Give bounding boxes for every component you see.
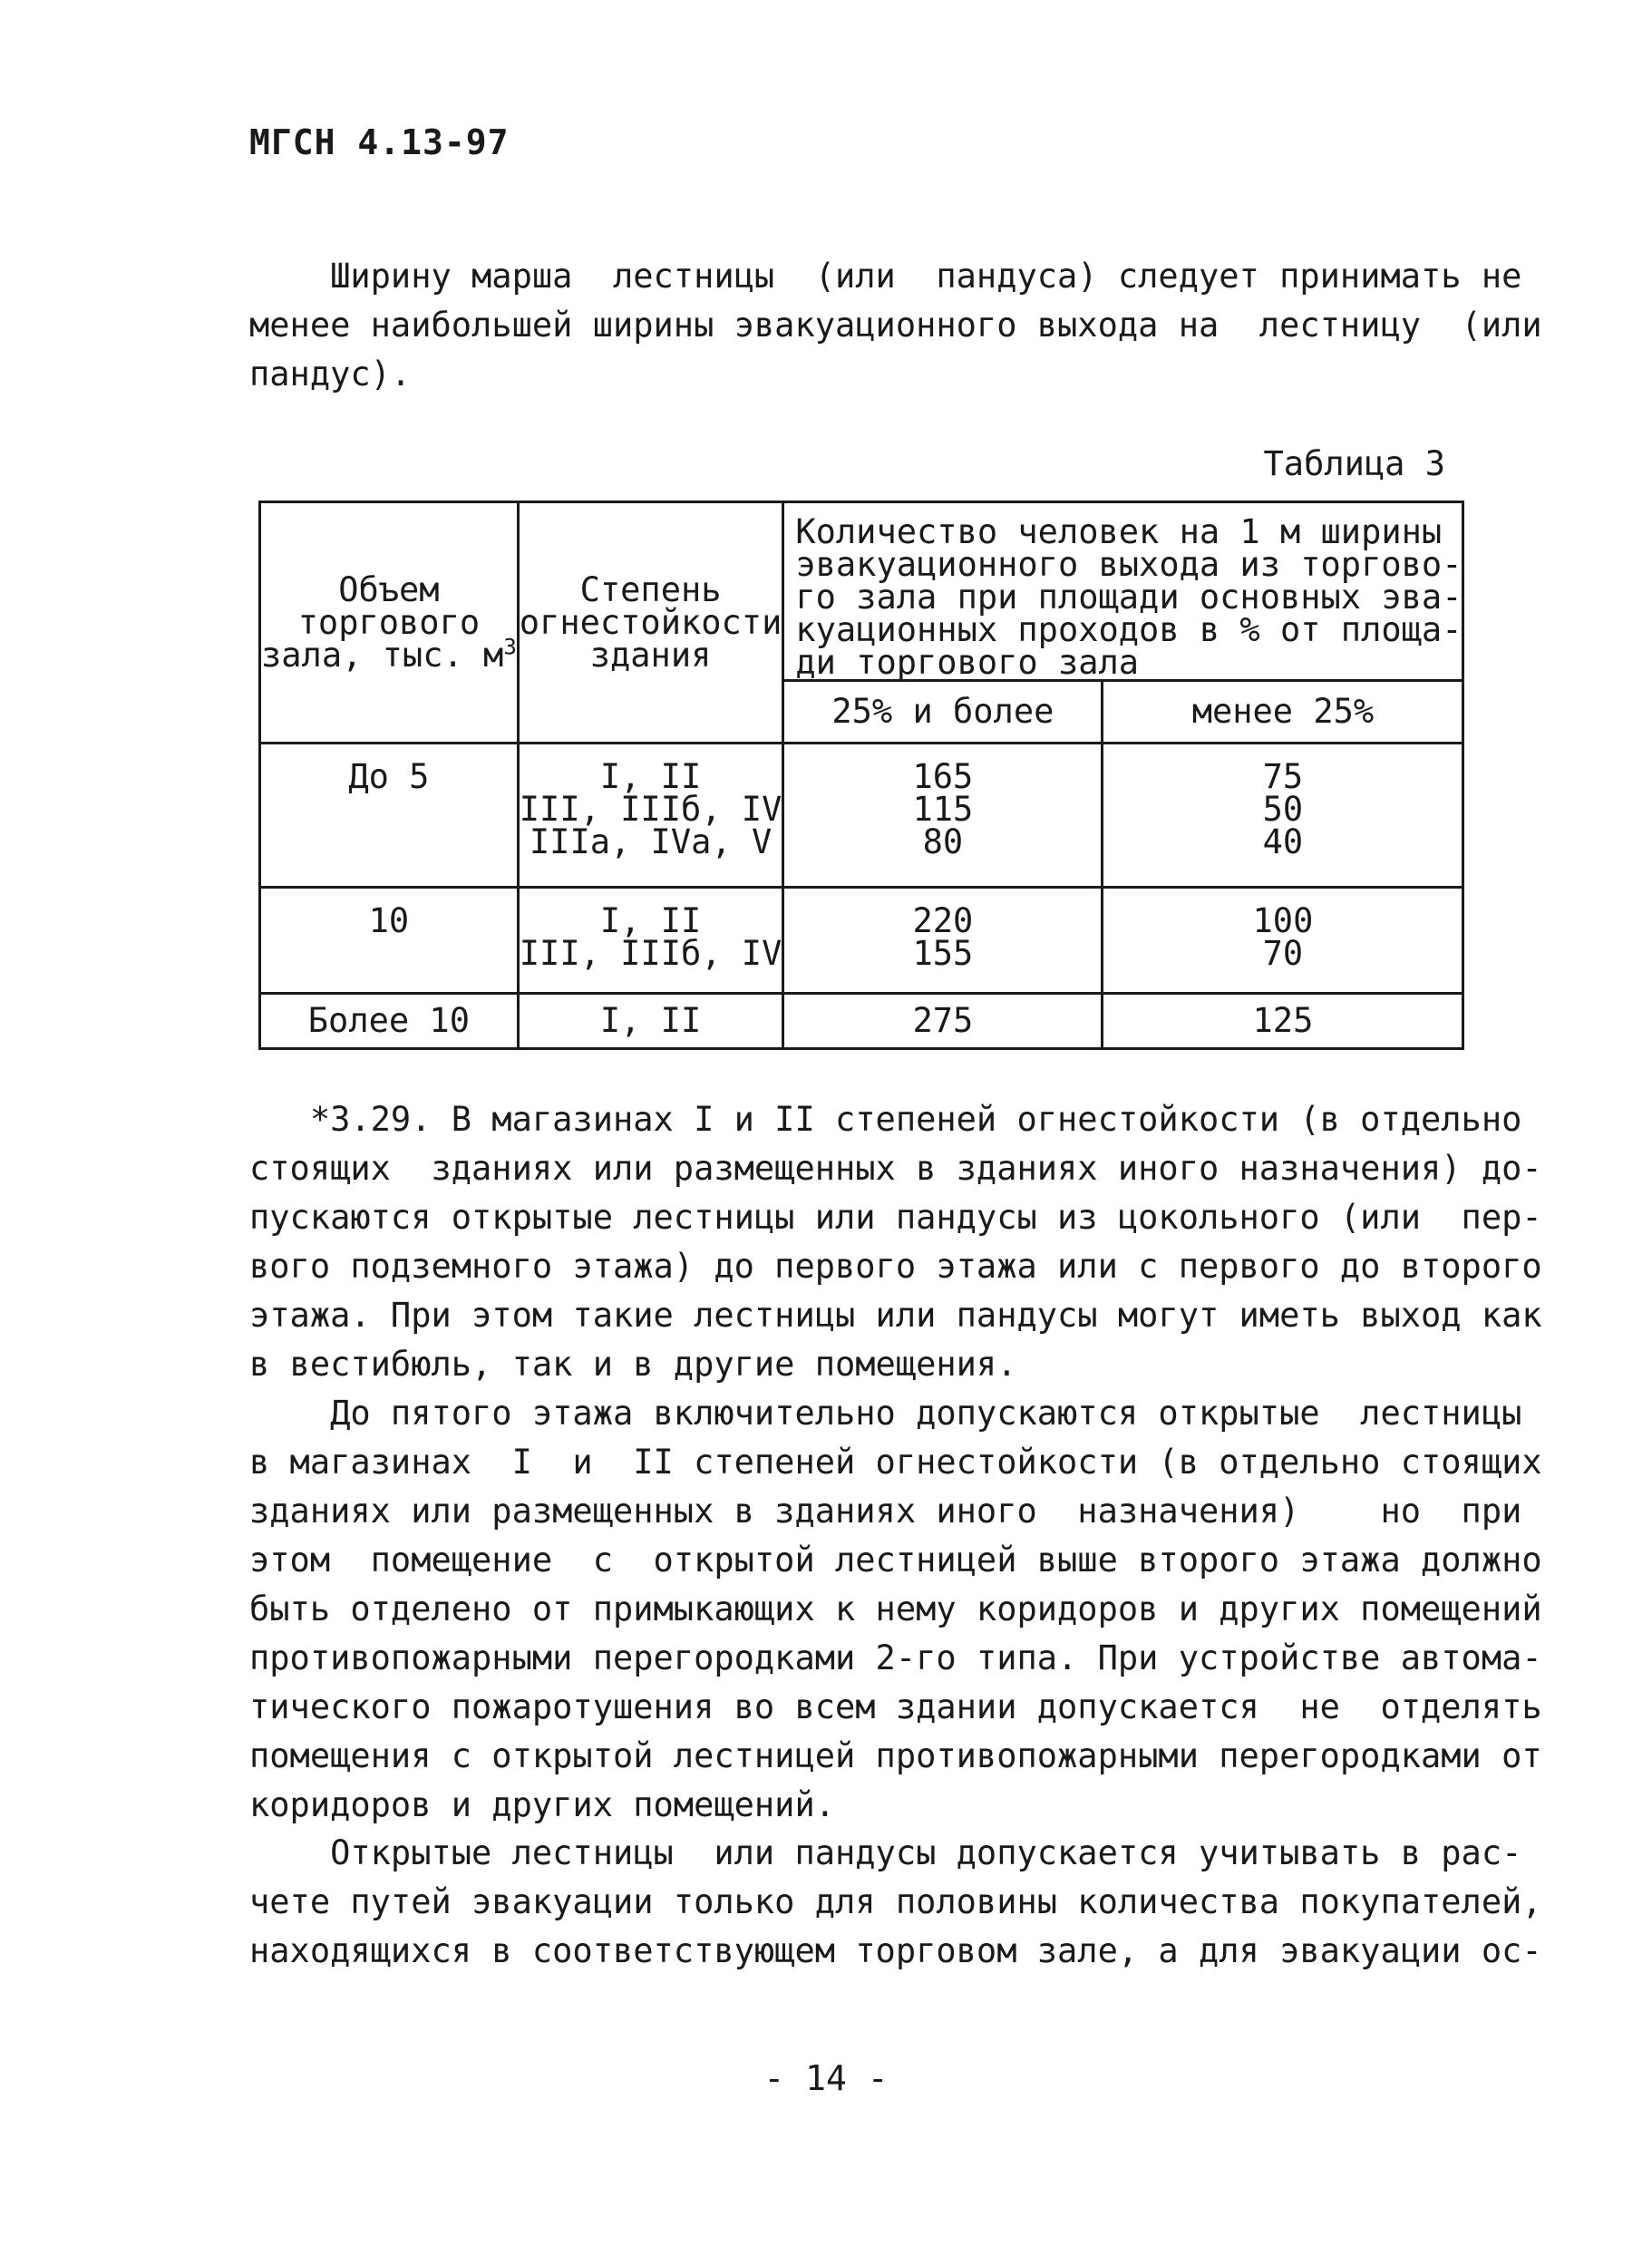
cell-degrees: I, II	[518, 994, 783, 1049]
text-line: этом помещение с открытой лестницей выше второго этажа должно	[249, 1541, 1542, 1580]
cell-less: 125	[1103, 994, 1463, 1049]
table-row	[260, 888, 1463, 994]
text-line: этажа. При этом такие лестницы или пандусы могут иметь выход как	[249, 1296, 1542, 1335]
header-25-more: 25% и более	[783, 681, 1103, 744]
cell-degrees: I, II III, IIIб, IV IIIa, IVa, V	[518, 744, 783, 888]
text-line: Открытые лестницы или пандусы допускается учитывать в рас-	[249, 1833, 1522, 1872]
text-line: коридоров и других помещений.	[249, 1785, 836, 1824]
text-line: вого подземного этажа) до первого этажа или с первого до второго	[249, 1247, 1542, 1286]
cell-volume: Более 10	[260, 994, 519, 1049]
superscript-cube: 3	[503, 634, 517, 660]
text-line: стоящих зданиях или размещенных в зданиях иного назначения) до-	[249, 1149, 1542, 1188]
text-line: в магазинах I и II степеней огнестойкости (в отдельно стоящих	[249, 1443, 1542, 1482]
paragraph-3-29	[249, 1095, 1542, 1389]
text-line: *3.29. В магазинах I и II степеней огнестойкости (в отдельно	[249, 1100, 1522, 1139]
text-line: зданиях или размещенных в зданиях иного назначения) но при	[249, 1492, 1522, 1531]
text-line: тического пожаротушения во всем здании допускается не отделять	[249, 1687, 1542, 1726]
header-volume: Объем торгового зала, тыс. $м^3$	[260, 502, 519, 744]
page-number: - 14 -	[763, 2058, 889, 2098]
header-people-per-meter: Количество человек на 1 м ширины эвакуационного выхода из торгово- го зала при площади основных эва- куационных проходов в % от площа- ди торгового зала	[783, 502, 1463, 681]
cell-less: 100 70	[1103, 888, 1463, 994]
text-line: менее наибольшей ширины эвакуационного выхода на лестницу (или	[249, 306, 1542, 345]
text-line: чете путей эвакуации только для половины количества покупателей,	[249, 1882, 1542, 1921]
cell-more: 165 115 80	[783, 744, 1103, 888]
table-row	[260, 994, 1463, 1049]
document-code: МГСН 4.13-97	[249, 122, 510, 162]
header-fire-degree: Степень огнестойкости здания	[518, 502, 783, 744]
text-line: пускаются открытые лестницы или пандусы из цокольного (или пер-	[249, 1198, 1542, 1237]
table-caption: Таблица 3	[1263, 444, 1445, 483]
text-line: До пятого этажа включительно допускаются открытые лестницы	[249, 1394, 1522, 1433]
header-25-less: менее 25%	[1103, 681, 1463, 744]
cell-more: 275	[783, 994, 1103, 1049]
cell-volume: 10	[260, 888, 519, 994]
paragraph-fifth-floor	[249, 1389, 1542, 1830]
cell-degrees: I, II III, IIIб, IV	[518, 888, 783, 994]
paragraph-open-stairs	[249, 1829, 1542, 1976]
text-line: быть отделено от примыкающих к нему коридоров и других помещений	[249, 1589, 1542, 1628]
cell-volume: До 5	[260, 744, 519, 888]
text-line: пандус).	[249, 355, 412, 394]
text-line: помещения с открытой лестницей противопожарными перегородками от	[249, 1736, 1542, 1775]
paragraph-stair-width	[249, 252, 1542, 399]
cell-less: 75 50 40	[1103, 744, 1463, 888]
text-line: находящихся в соответствующем торговом зале, а для эвакуации ос-	[249, 1931, 1542, 1970]
cell-more: 220 155	[783, 888, 1103, 994]
evacuation-table	[258, 501, 1464, 1050]
table-row	[260, 744, 1463, 888]
text-line: в вестибюль, так и в другие помещения.	[249, 1345, 1017, 1384]
text-line: противопожарными перегородками 2-го типа. При устройстве автома-	[249, 1638, 1542, 1677]
text-line: Ширину марша лестницы (или пандуса) следует принимать не	[249, 257, 1522, 296]
